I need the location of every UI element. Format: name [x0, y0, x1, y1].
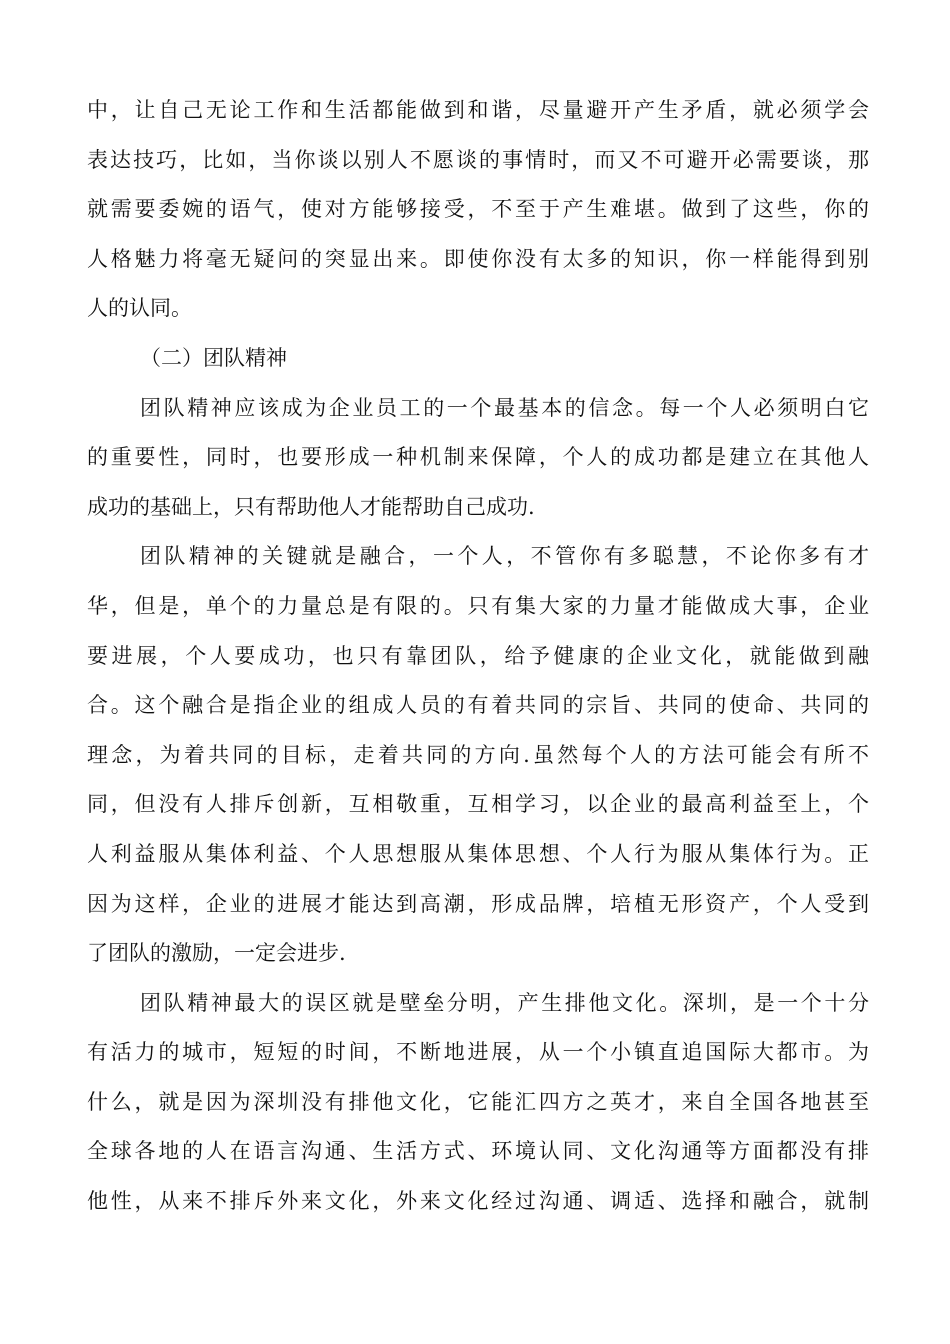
text-line: 了团队的激励，一定会进步.: [87, 941, 346, 966]
text-line: 的重要性，同时，也要形成一种机制来保障，个人的成功都是建立在其他人: [87, 445, 869, 470]
text-line: 人的认同。: [87, 296, 192, 321]
document-page: [87, 86, 869, 1227]
text-line: 华，但是，单个的力量总是有限的。只有集大家的力量才能做成大事，企业: [87, 593, 869, 618]
text-line: 表达技巧，比如，当你谈以别人不愿谈的事情时，而又不可避开必需要谈，那: [87, 147, 869, 172]
text-line: 人利益服从集体利益、个人思想服从集体思想、个人行为服从集体行为。正: [87, 841, 869, 866]
section-heading: （二）团队精神: [140, 345, 287, 370]
text-line: 因为这样，企业的进展才能达到高潮，形成品牌，培植无形资产，个人受到: [87, 891, 869, 916]
text-line: 就需要委婉的语气，使对方能够接受，不至于产生难堪。做到了这些，你的: [87, 197, 869, 222]
text-line: 中，让自己无论工作和生活都能做到和谐，尽量避开产生矛盾，就必须学会: [87, 98, 869, 122]
text-line: 合。这个融合是指企业的组成人员的有着共同的宗旨、共同的使命、共同的: [87, 693, 869, 718]
text-line: 有活力的城市，短短的时间，不断地进展，从一个小镇直追国际大都市。为: [87, 1040, 869, 1065]
text-line: 什么，就是因为深圳没有排他文化，它能汇四方之英才，来自全国各地甚至: [87, 1089, 869, 1114]
text-line: 他性，从来不排斥外来文化，外来文化经过沟通、调适、选择和融合，就制: [87, 1189, 869, 1214]
text-line: 成功的基础上，只有帮助他人才能帮助自己成功.: [87, 494, 535, 519]
text-line: 人格魅力将毫无疑问的突显出来。即使你没有太多的知识，你一样能得到别: [87, 246, 869, 271]
paragraph-first-line: 团队精神最大的误区就是壁垒分明，产生排他文化。深圳，是一个十分: [140, 990, 869, 1015]
text-line: 要进展，个人要成功，也只有靠团队，给予健康的企业文化，就能做到融: [87, 643, 869, 668]
text-line: 理念，为着共同的目标，走着共同的方向.虽然每个人的方法可能会有所不: [87, 742, 869, 767]
paragraph-first-line: 团队精神应该成为企业员工的一个最基本的信念。每一个人必须明白它: [140, 395, 869, 420]
text-line: 全球各地的人在语言沟通、生活方式、环境认同、文化沟通等方面都没有排: [87, 1139, 869, 1164]
text-line: 同，但没有人排斥创新，互相敬重，互相学习，以企业的最高利益至上，个: [87, 792, 869, 817]
paragraph-first-line: 团队精神的关键就是融合，一个人，不管你有多聪慧，不论你多有才: [140, 544, 869, 569]
